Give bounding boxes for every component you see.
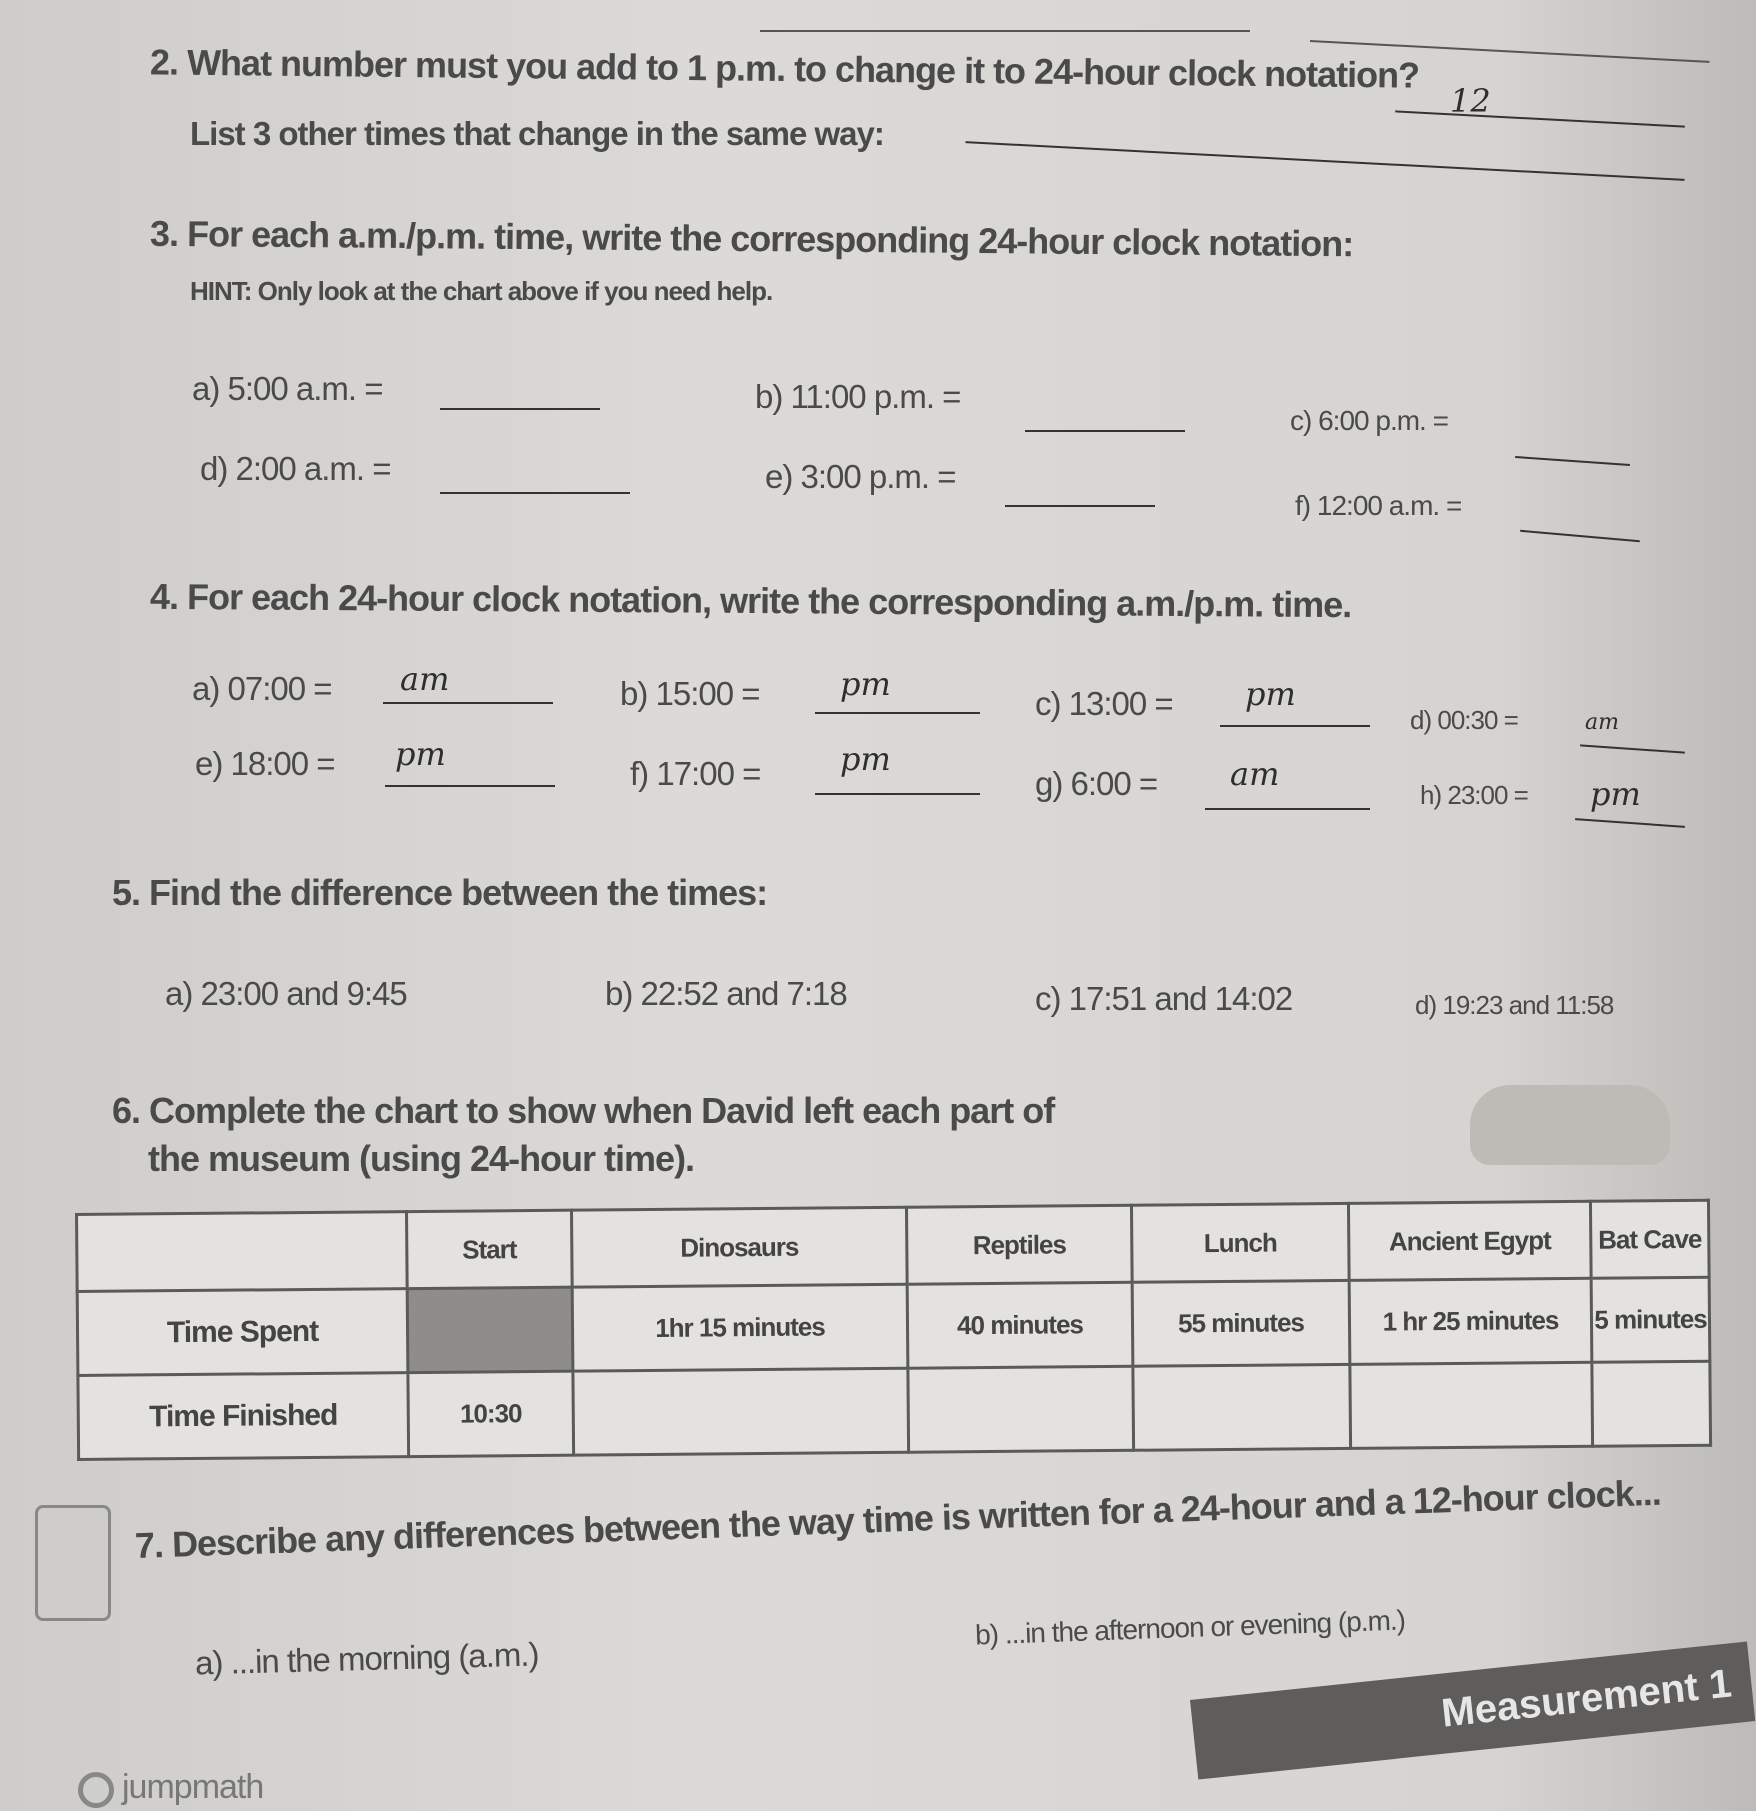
q7-b: b) ...in the afternoon or evening (p.m.) (974, 1604, 1406, 1651)
row-label: Time Finished (78, 1373, 409, 1460)
q4-c-field[interactable] (1220, 725, 1370, 727)
answer-line (760, 30, 1250, 32)
row-label: Time Spent (77, 1289, 408, 1376)
q2-sub: List 3 other times that change in the same way: (190, 115, 884, 152)
q2-question: 2. What number must you add to 1 p.m. to change it to 24-hour clock notation? (149, 41, 1420, 96)
table-cell: 1 hr 25 minutes (1349, 1279, 1592, 1365)
q3-e-field[interactable] (1005, 505, 1155, 507)
q4-item-a: a) 07:00 = (192, 670, 332, 707)
table-cell: 1hr 15 minutes (572, 1285, 908, 1372)
dinosaur-skull-illustration (1470, 1085, 1670, 1165)
q6-question-line1: 6. Complete the chart to show when David left each part of (112, 1090, 1055, 1131)
jumpmath-logo: jumpmath (122, 1768, 264, 1806)
q3-item-a: a) 5:00 a.m. = (192, 370, 383, 407)
table-header-row (77, 1200, 1710, 1292)
q4-question: 4. For each 24-hour clock notation, write the corresponding a.m./p.m. time. (149, 575, 1352, 626)
table-row (77, 1278, 1710, 1376)
table-row (78, 1361, 1711, 1459)
header-cell: Reptiles (906, 1205, 1132, 1284)
answer-cell[interactable] (1133, 1365, 1351, 1451)
q3-item-e: e) 3:00 p.m. = (765, 458, 956, 495)
q4-h-field[interactable] (1575, 818, 1685, 828)
q4-g-answer: am (1230, 755, 1280, 793)
q3-item-b: b) 11:00 p.m. = (755, 378, 961, 415)
q4-f-field[interactable] (815, 793, 980, 795)
table-cell: 5 minutes (1591, 1278, 1710, 1363)
q5-item-c: c) 17:51 and 14:02 (1035, 980, 1293, 1017)
unit-banner (1190, 1641, 1755, 1779)
q4-item-d: d) 00:30 = (1410, 705, 1518, 735)
header-cell: Bat Cave (1590, 1200, 1709, 1278)
q4-item-c: c) 13:00 = (1035, 685, 1173, 722)
header-cell: Ancient Egypt (1348, 1201, 1591, 1280)
header-cell: Lunch (1131, 1203, 1349, 1282)
q4-item-h: h) 23:00 = (1420, 780, 1528, 810)
shaded-cell (407, 1288, 573, 1373)
q4-item-f: f) 17:00 = (630, 755, 761, 792)
q3-b-field[interactable] (1025, 430, 1185, 432)
q3-question: 3. For each a.m./p.m. time, write the corresponding 24-hour clock notation: (149, 212, 1354, 265)
q4-b-field[interactable] (815, 712, 980, 714)
q4-d-answer: am (1585, 710, 1619, 735)
q7-a: a) ...in the morning (a.m.) (194, 1635, 539, 1682)
q4-h-answer: pm (1590, 775, 1641, 813)
q4-f-answer: pm (840, 740, 891, 778)
q4-g-field[interactable] (1205, 808, 1370, 810)
q5-item-a: a) 23:00 and 9:45 (165, 975, 407, 1012)
q4-a-answer: am (400, 660, 450, 698)
q5-item-d: d) 19:23 and 11:58 (1415, 990, 1614, 1020)
q3-item-d: d) 2:00 a.m. = (200, 450, 391, 487)
q7-question: 7. Describe any differences between the way time is written for a 24-hour and a 12-hour clock... (134, 1471, 1662, 1566)
q4-e-answer: pm (395, 735, 446, 773)
q3-a-field[interactable] (440, 408, 600, 410)
sticky-note-tab (35, 1505, 111, 1621)
answer-cell[interactable] (1592, 1361, 1711, 1446)
q5-question: 5. Find the difference between the times: (112, 872, 768, 913)
answer-cell[interactable] (908, 1366, 1134, 1452)
header-cell (77, 1212, 408, 1292)
q4-item-e: e) 18:00 = (195, 745, 335, 782)
museum-chart (75, 1199, 1712, 1461)
table-cell: 10:30 (408, 1371, 574, 1456)
q4-a-field[interactable] (383, 702, 553, 704)
q4-item-g: g) 6:00 = (1035, 765, 1158, 802)
q2-list-field[interactable] (965, 141, 1684, 181)
q4-c-answer: pm (1245, 675, 1296, 713)
answer-cell[interactable] (573, 1368, 909, 1455)
q3-f-field[interactable] (1520, 530, 1640, 542)
answer-cell[interactable] (1350, 1362, 1593, 1448)
table-cell: 40 minutes (907, 1283, 1133, 1369)
q4-b-answer: pm (840, 665, 891, 703)
jumpmath-logo-icon (78, 1772, 114, 1808)
q4-d-field[interactable] (1580, 744, 1685, 753)
header-cell: Start (407, 1210, 573, 1289)
q3-item-f: f) 12:00 a.m. = (1295, 490, 1462, 521)
banner-text: Measurement 1 (1439, 1660, 1734, 1736)
header-cell: Dinosaurs (571, 1207, 907, 1287)
q2-handwritten-answer: 12 (1450, 82, 1491, 120)
q6-question-line2: the museum (using 24-hour time). (148, 1138, 695, 1179)
q4-e-field[interactable] (385, 785, 555, 787)
q3-d-field[interactable] (440, 492, 630, 494)
q5-item-b: b) 22:52 and 7:18 (605, 975, 847, 1012)
table-cell: 55 minutes (1132, 1281, 1350, 1367)
q2-answer-field[interactable] (1395, 110, 1685, 127)
q4-item-b: b) 15:00 = (620, 675, 760, 712)
q3-item-c: c) 6:00 p.m. = (1290, 405, 1448, 436)
q3-hint: HINT: Only look at the chart above if you need help. (190, 276, 773, 306)
q3-c-field[interactable] (1515, 456, 1630, 466)
